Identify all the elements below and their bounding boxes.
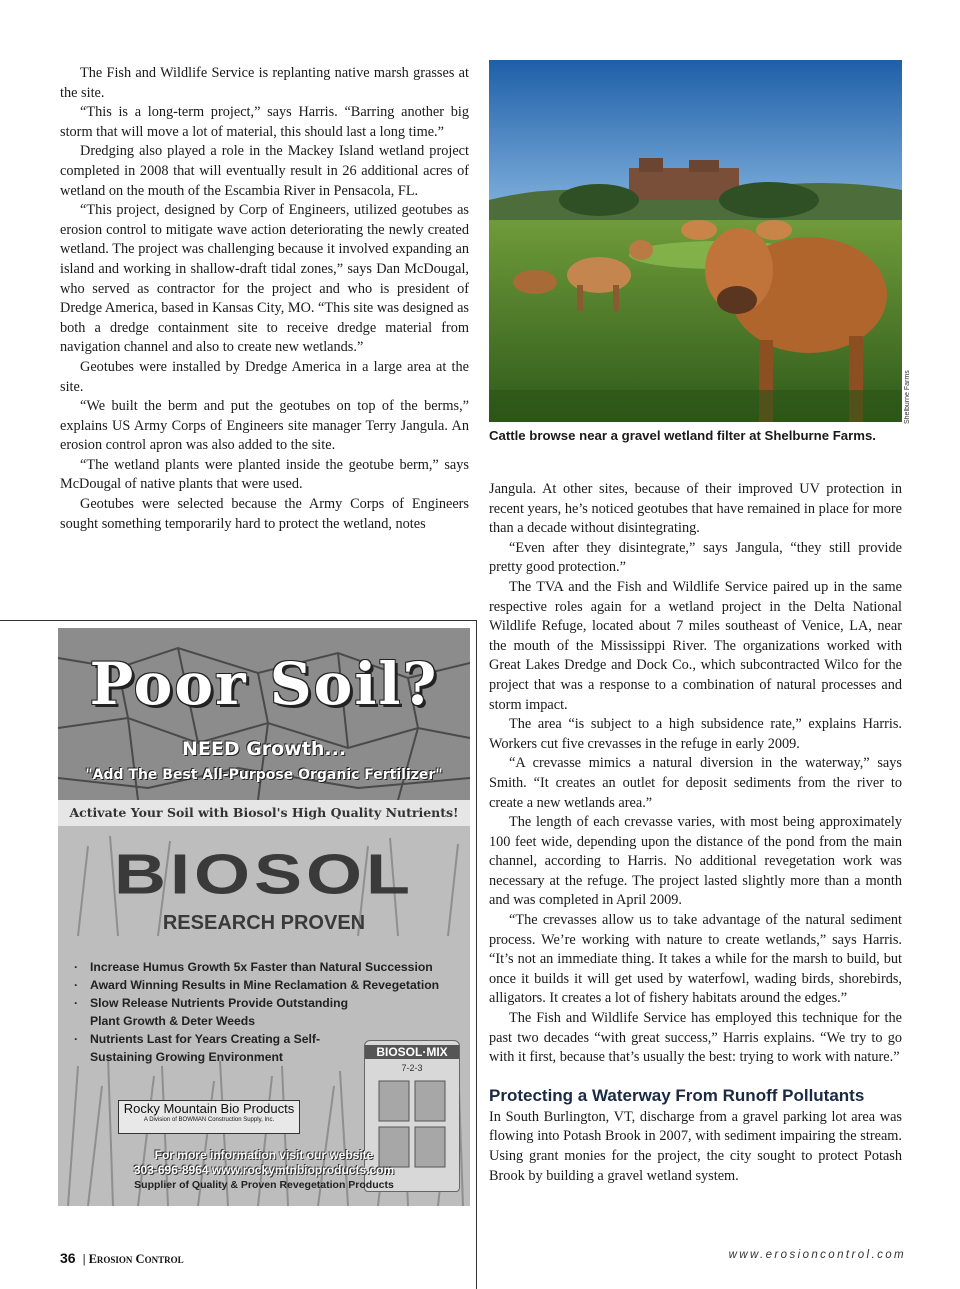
biosol-advertisement[interactable] xyxy=(58,628,470,1206)
ad-need-growth: NEED Growth... xyxy=(181,738,347,760)
article-paragraph: “Even after they disintegrate,” says Jangula, “they still provide pretty good protection.” xyxy=(489,539,902,576)
company-logo xyxy=(118,1100,300,1134)
article-paragraph: The area “is subject to a high subsidence rate,” explains Harris. Workers cut five crevasses in the refuge in early 2009. xyxy=(489,716,902,752)
article-paragraph: The TVA and the Fish and Wildlife Service paired up in the same respective roles again for a wetland project in the Delta National Wildlife Refuge, located about 7 miles southeast of Venice, LA, near the mouth of the Mississippi River. The organizations worked with Great Lakes Dredge and Dock Co., which subcontracted Wilco for the project that was a response to a combination of natural processes and storm impact. xyxy=(489,578,902,713)
article-paragraph: Jangula. At other sites, because of their improved UV protection in recent years, he’s noticed geotubes that have remained in place for more than a decade without disintegrating. xyxy=(489,481,902,537)
article-paragraph: The Fish and Wildlife Service has employed this technique for the past two decades “with great success,” Harris explains. “We try to go with it first, because that’s usually the best: trying to work with nature.” xyxy=(489,1010,902,1066)
photo-credit: Shelburne Farms xyxy=(904,370,911,424)
ad-frame-rule xyxy=(0,620,477,621)
ad-info-line: For more information visit our website xyxy=(154,1148,374,1162)
ad-headline: Poor Soil? xyxy=(89,650,439,718)
article-paragraph: Geotubes were selected because the Army Corps of Engineers sought something temporarily hard to protect the wetland, notes xyxy=(60,496,469,532)
website-url[interactable]: www.erosioncontrol.com xyxy=(728,1249,906,1261)
article-paragraph: “The wetland plants were planted inside the geotube berm,” says McDougal of native plants that were used. xyxy=(60,456,469,493)
left-column xyxy=(60,64,469,534)
article-paragraph: “This project, designed by Corp of Engineers, utilized geotubes as erosion control to mitigate wave action deteriorating the newly created wetland. The project was challenging because it involved expanding an island and working in shallow-draft tidal zones,” says Dan McDougal, who served as contractor for the project and who is president of Dredge America, based in Kansas City, MO. “This site was designed as both a dredge containment site to receive dredge material from navigation channel and also to create new wetlands.” xyxy=(60,202,469,356)
company-name: Rocky Mountain Bio Products xyxy=(123,1101,295,1116)
article-paragraph: “A crevasse mimics a natural diversion in the waterway,” says Smith. “It creates an outlet for deposit sediments from the river to create a new wetlands area.” xyxy=(489,755,902,811)
article-paragraph: Dredging also played a role in the Mackey Island wetland project completed in 2008 that will eventually result in 26 additional acres of wetland on the mouth of the Escambia River in Pensacola, FL. xyxy=(60,143,469,199)
right-column xyxy=(489,480,902,1186)
page-number: 36 xyxy=(60,1250,76,1266)
list-item: · Nutrients Last for Years Creating a Self-Sustaining Growing Environment xyxy=(72,1030,340,1066)
list-item: · Slow Release Nutrients Provide Outstanding Plant Growth & Deter Weeds xyxy=(72,994,360,1030)
article-paragraph: “We built the berm and put the geotubes on top of the berms,” explains US Army Corps of Engineers site manager Terry Jangula. An erosion control apron was also added to the site. xyxy=(60,398,469,454)
article-paragraph: The length of each crevasse varies, with most being approximately 100 feet wide, depending upon the distance of the pond from the main channel, according to Harris. No additional revegetation work was necessary at the refuge. The project lasted slightly more than a month and was completed in April 2009. xyxy=(489,814,902,909)
bag-sublabel: 7-2-3 xyxy=(401,1063,423,1073)
section-subhead: Protecting a Waterway From Runoff Pollutants xyxy=(489,1085,865,1105)
ad-frame-rule xyxy=(476,620,477,1289)
cattle-photo xyxy=(489,60,902,422)
bag-label: BIOSOL·MIX xyxy=(365,1045,459,1059)
article-paragraph: “The crevasses allow us to take advantage of the natural sediment process. We’re working with nature to create wetlands,” says Harris. “It’s not an immediate thing. It takes a while for the marsh to build, but once it builds it will get used by waterfowl, wading birds, shorebirds, alligators. It creates a lot of fishery habitats around the edges.” xyxy=(489,912,902,1007)
ad-tagline: "Add The Best All-Purpose Organic Fertilizer" xyxy=(85,767,443,783)
ad-activate-banner: Activate Your Soil with Biosol's High Quality Nutrients! xyxy=(58,800,470,826)
article-paragraph: The Fish and Wildlife Service is replanting native marsh grasses at the site. xyxy=(60,65,469,101)
article-paragraph: Geotubes were installed by Dredge America in a large area at the site. xyxy=(60,358,469,395)
ad-brand-logo: BIOSOL xyxy=(113,843,414,907)
company-subline: A Division of BOWMAN Construction Supply, Inc. xyxy=(143,1117,275,1123)
article-paragraph: “This is a long-term project,” says Harris. “Barring another big storm that will move a lot of material, this should last a long time.” xyxy=(60,104,469,140)
publication-name: | Erosion Control xyxy=(82,1252,184,1266)
article-paragraph: In South Burlington, VT, discharge from a gravel parking lot area was flowing into Potash Brook in 2007, with sediment impairing the stream. Using grant monies for the project, the city sought to protect Potash Brook by building a gravel wetland system. xyxy=(489,1108,902,1184)
ad-research-proven: RESEARCH PROVEN xyxy=(162,912,366,934)
list-item: · Award Winning Results in Mine Reclamation & Revegetation xyxy=(72,976,464,994)
photo-caption: Cattle browse near a gravel wetland filter at Shelburne Farms. xyxy=(489,428,876,443)
ad-contact-block[interactable] xyxy=(58,1148,470,1193)
ad-supplier-line: Supplier of Quality & Proven Revegetation Products xyxy=(134,1179,394,1191)
page-footer-left xyxy=(60,1250,184,1267)
ad-contact-line[interactable]: 303-696-8964 www.rockymtnbioproducts.com xyxy=(133,1163,395,1177)
list-item: · Increase Humus Growth 5x Faster than Natural Succession xyxy=(72,958,464,976)
